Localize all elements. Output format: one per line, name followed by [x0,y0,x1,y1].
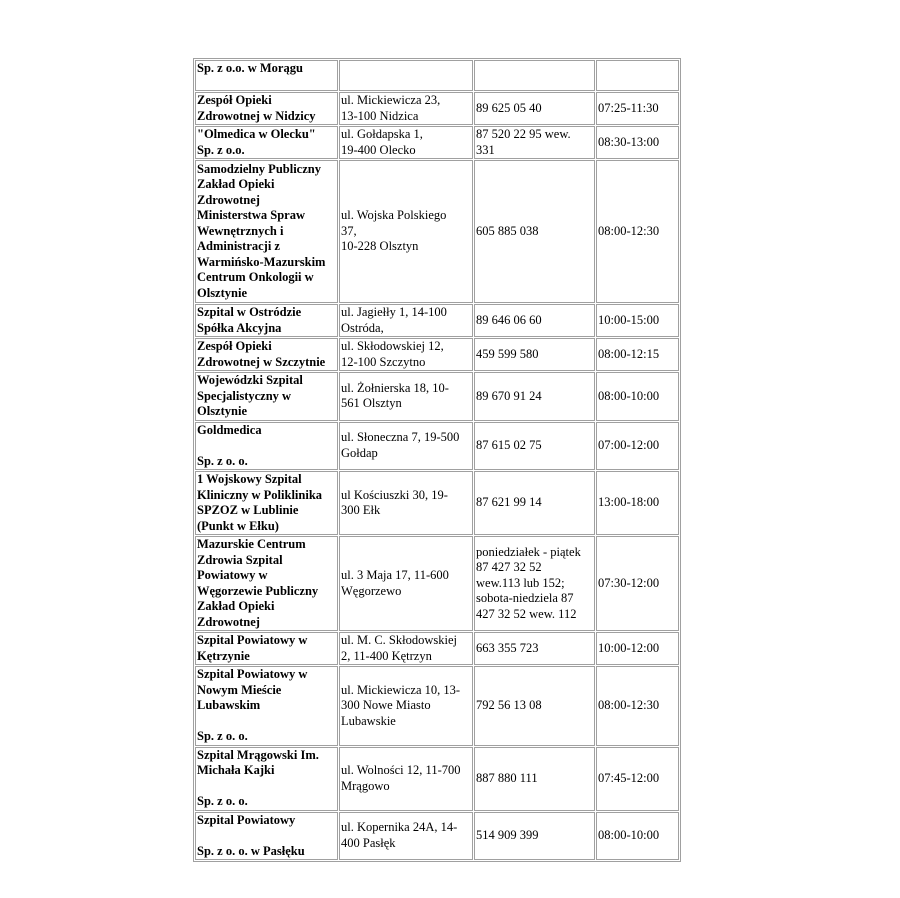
facility-phone [474,60,595,91]
table-row [195,304,679,337]
facility-address: ul. Gołdapska 1, 19-400 Olecko [339,126,473,159]
table-row [195,372,679,421]
facility-address: ul Kościuszki 30, 19- 300 Ełk [339,471,473,535]
facility-hours: 07:00-12:00 [596,422,679,471]
facility-address: ul. Słoneczna 7, 19-500 Gołdap [339,422,473,471]
facility-phone: poniedziałek - piątek 87 427 32 52 wew.113 lub 152; sobota-niedziela 87 427 32 52 wew. 112 [474,536,595,631]
facility-hours: 08:00-12:30 [596,666,679,746]
facility-phone: 459 599 580 [474,338,595,371]
table-row [195,338,679,371]
facility-address: ul. Żołnierska 18, 10- 561 Olsztyn [339,372,473,421]
facility-name: Szpital Powiatowy w Kętrzynie [195,632,338,665]
facility-address: ul. Mickiewicza 23, 13-100 Nidzica [339,92,473,125]
facility-name: Sp. z o.o. w Morągu [195,60,338,91]
facility-hours: 08:30-13:00 [596,126,679,159]
facility-address: ul. Kopernika 24A, 14- 400 Pasłęk [339,812,473,861]
facility-hours: 07:45-12:00 [596,747,679,811]
facility-address: ul. Jagiełły 1, 14-100 Ostróda, [339,304,473,337]
facility-name: Zespół Opieki Zdrowotnej w Nidzicy [195,92,338,125]
table-row [195,160,679,303]
facility-address: ul. Skłodowskiej 12, 12-100 Szczytno [339,338,473,371]
table-row [195,536,679,631]
facility-hours [596,60,679,91]
facility-name: "Olmedica w Olecku" Sp. z o.o. [195,126,338,159]
facility-phone: 87 615 02 75 [474,422,595,471]
facility-hours: 07:25-11:30 [596,92,679,125]
facility-hours: 13:00-18:00 [596,471,679,535]
facility-phone: 89 670 91 24 [474,372,595,421]
facility-address: ul. 3 Maja 17, 11-600 Węgorzewo [339,536,473,631]
facility-name: Szpital w Ostródzie Spółka Akcyjna [195,304,338,337]
table-row [195,92,679,125]
facility-name: Mazurskie Centrum Zdrowia Szpital Powiatowy w Węgorzewie Publiczny Zakład Opieki Zdrowotnej [195,536,338,631]
table-row [195,126,679,159]
facility-address: ul. M. C. Skłodowskiej 2, 11-400 Kętrzyn [339,632,473,665]
facility-name: Zespół Opieki Zdrowotnej w Szczytnie [195,338,338,371]
facility-address: ul. Mickiewicza 10, 13- 300 Nowe Miasto Lubawskie [339,666,473,746]
facility-name: Wojewódzki Szpital Specjalistyczny w Olsztynie [195,372,338,421]
facility-phone: 89 646 06 60 [474,304,595,337]
table-row [195,812,679,861]
table-row [195,60,679,91]
table-row [195,747,679,811]
hospital-table [193,58,681,862]
facility-hours: 07:30-12:00 [596,536,679,631]
facility-name: Samodzielny Publiczny Zakład Opieki Zdrowotnej Ministerstwa Spraw Wewnętrznych i Administracji z Warmińsko-Mazurskim Centrum Onkologii w Olsztynie [195,160,338,303]
facility-hours: 08:00-12:30 [596,160,679,303]
facility-name: Szpital Powiatowy Sp. z o. o. w Pasłęku [195,812,338,861]
table-row [195,666,679,746]
facility-phone: 663 355 723 [474,632,595,665]
table-row [195,422,679,471]
facility-hours: 10:00-15:00 [596,304,679,337]
facility-hours: 08:00-10:00 [596,372,679,421]
facility-address: ul. Wojska Polskiego 37, 10-228 Olsztyn [339,160,473,303]
table-row [195,471,679,535]
facility-name: Goldmedica Sp. z o. o. [195,422,338,471]
facility-phone: 887 880 111 [474,747,595,811]
facility-phone: 605 885 038 [474,160,595,303]
facility-phone: 87 520 22 95 wew. 331 [474,126,595,159]
facility-phone: 514 909 399 [474,812,595,861]
facility-address [339,60,473,91]
table-row [195,632,679,665]
facility-phone: 89 625 05 40 [474,92,595,125]
facility-hours: 08:00-10:00 [596,812,679,861]
facility-phone: 792 56 13 08 [474,666,595,746]
facility-address: ul. Wolności 12, 11-700 Mrągowo [339,747,473,811]
facility-name: Szpital Powiatowy w Nowym Mieście Lubawskim Sp. z o. o. [195,666,338,746]
facility-phone: 87 621 99 14 [474,471,595,535]
facility-name: Szpital Mrągowski Im. Michała Kajki Sp. z o. o. [195,747,338,811]
facility-hours: 08:00-12:15 [596,338,679,371]
facility-name: 1 Wojskowy Szpital Kliniczny w Poliklinika SPZOZ w Lublinie (Punkt w Ełku) [195,471,338,535]
facility-hours: 10:00-12:00 [596,632,679,665]
